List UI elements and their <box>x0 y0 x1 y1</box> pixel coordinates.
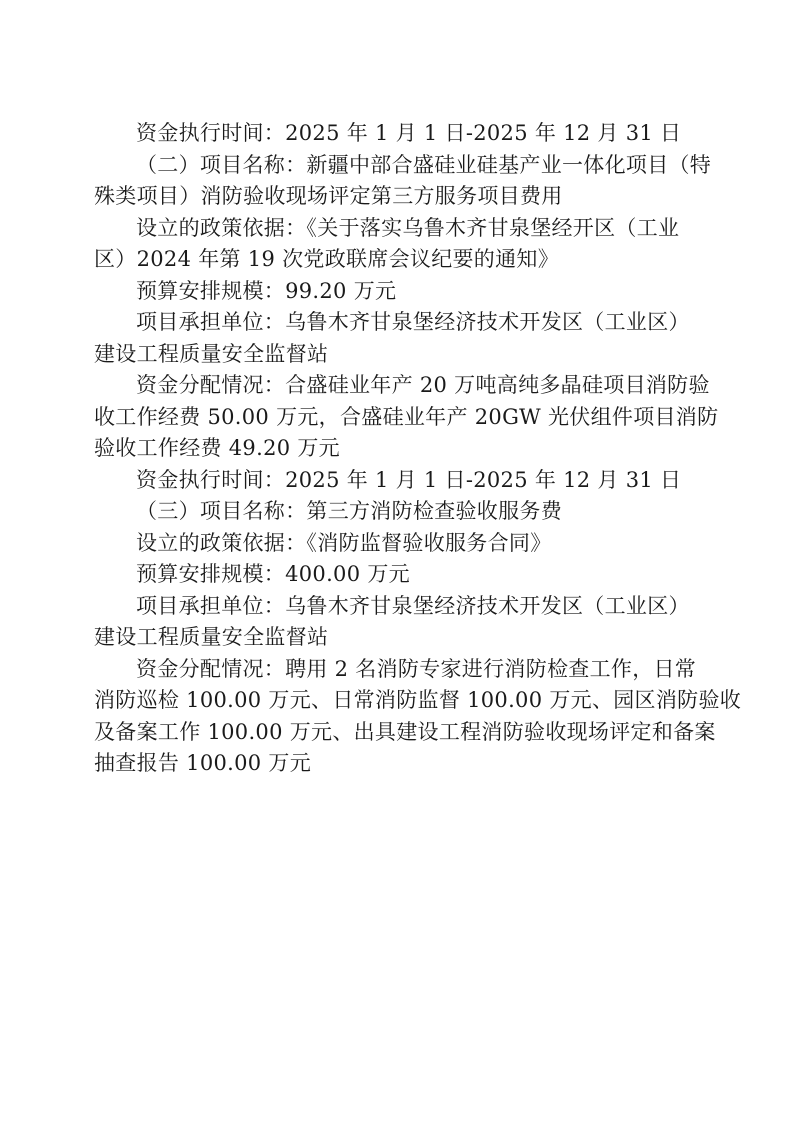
text-line-project-3-name: （三）项目名称：第三方消防检查验收服务费 <box>136 499 562 523</box>
text-line-execution-time-2: 资金执行时间：2025 年 1 月 1 日-2025 年 12 月 31 日 <box>136 467 682 492</box>
text-line-unit-2-cont: 建设工程质量安全监督站 <box>94 341 329 366</box>
text-line-project-2-name: （二）项目名称：新疆中部合盛硅业硅基产业一体化项目（特 <box>136 152 712 177</box>
text-line-unit-3-cont: 建设工程质量安全监督站 <box>94 625 329 649</box>
text-line-unit-3: 项目承担单位：乌鲁木齐甘泉堡经济技术开发区（工业区） <box>136 593 690 618</box>
text-line-execution-time-1: 资金执行时间：2025 年 1 月 1 日-2025 年 12 月 31 日 <box>136 121 682 145</box>
text-line-unit-2: 项目承担单位：乌鲁木齐甘泉堡经济技术开发区（工业区） <box>136 310 690 334</box>
text-line-budget-2: 预算安排规模：99.20 万元 <box>136 278 397 303</box>
text-line-allocation-3-cont2: 及备案工作 100.00 万元、出具建设工程消防验收现场评定和备案 <box>94 719 716 744</box>
text-line-allocation-3-cont3: 抽查报告 100.00 万元 <box>94 751 312 775</box>
text-line-policy-basis-2: 设立的政策依据：《关于落实乌鲁木齐甘泉堡经开区（工业 <box>136 215 680 240</box>
text-line-allocation-2-cont: 收工作经费 50.00 万元，合盛硅业年产 20GW 光伏组件项目消防 <box>94 404 719 429</box>
text-line-project-2-name-cont: 殊类项目）消防验收现场评定第三方服务项目费用 <box>94 184 563 208</box>
text-line-allocation-3: 资金分配情况：聘用 2 名消防专家进行消防检查工作，日常 <box>136 656 697 681</box>
text-line-allocation-2-cont2: 验收工作经费 49.20 万元 <box>94 436 340 460</box>
document-body <box>94 118 742 780</box>
text-line-allocation-2: 资金分配情况：合盛硅业年产 20 万吨高纯多晶硅项目消防验 <box>136 373 710 397</box>
text-line-allocation-3-cont: 消防巡检 100.00 万元、日常消防监督 100.00 万元、园区消防验收 <box>94 688 742 712</box>
text-line-budget-3: 预算安排规模：400.00 万元 <box>136 562 410 586</box>
text-line-policy-basis-3: 设立的政策依据：《消防监督验收服务合同》 <box>136 530 552 555</box>
text-line-policy-basis-2-cont: 区）2024 年第 19 次党政联席会议纪要的通知》 <box>94 247 559 271</box>
